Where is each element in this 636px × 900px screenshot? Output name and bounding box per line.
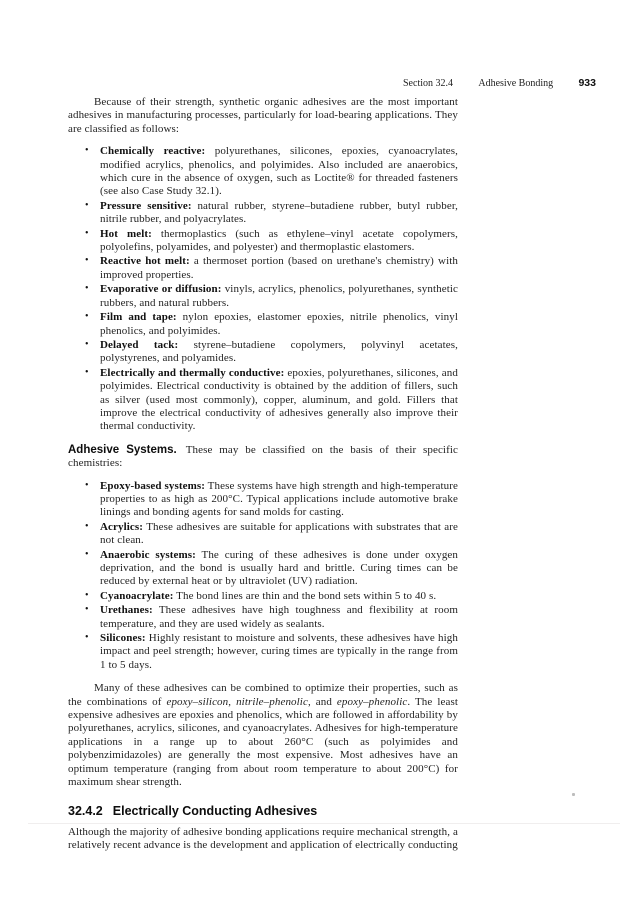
item-text: The curing of these adhesives is done under oxygen deprivation, and the bond is usually hard and brittle. Curing times can be reduced by external heat or by ultraviolet (UV) radiation.	[100, 548, 459, 588]
bullet-icon: •	[85, 311, 89, 323]
bullet-icon: •	[85, 632, 89, 644]
bullet-icon: •	[85, 227, 89, 239]
list-item-cyanoacrylate	[68, 590, 458, 603]
intro-paragraph: Because of their strength, synthetic organic adhesives are the most important adhesives in manufacturing processes, particularly for load-bearing applications. They are classified as follows:	[68, 96, 458, 135]
item-lead: Silicones:	[100, 632, 146, 645]
bullet-icon: •	[85, 479, 89, 491]
list-item-delayed-tack	[68, 339, 458, 366]
section-label: Section 32.4	[403, 78, 453, 89]
adhesive-systems-heading: Adhesive Systems.	[68, 443, 177, 456]
combo-italic-nitrile-phenolic: nitrile–phenolic	[236, 695, 308, 708]
list-item-epoxy-based	[68, 480, 458, 520]
item-text: thermoplastics (such as ethylene–vinyl acetate copolymers, polyolefins, polyamides, and polyester) and thermoplastic elastomers.	[100, 227, 458, 254]
item-lead: Evaporative or diffusion:	[100, 283, 222, 296]
list-item-anaerobic	[68, 549, 458, 589]
item-text: These adhesives are suitable for applications with substrates that are not clean.	[100, 520, 458, 547]
combo-italic-epoxy-silicon: epoxy–silicon	[166, 695, 229, 708]
adhesive-systems-line	[68, 444, 458, 471]
combo-text: ,	[228, 695, 237, 708]
subsection-title: Electrically Conducting Adhesives	[112, 803, 318, 818]
list-item-acrylics	[68, 521, 458, 548]
subsection-number: 32.4.2	[68, 803, 103, 818]
bullet-icon: •	[85, 589, 89, 601]
list-item-film-and-tape	[68, 311, 458, 338]
running-head	[403, 77, 596, 89]
bullet-icon: •	[85, 520, 89, 532]
bullet-icon: •	[85, 283, 89, 295]
item-lead: Chemically reactive:	[100, 145, 206, 158]
combo-text: , and	[307, 695, 337, 708]
item-text: styrene–butadiene copolymers, polyvinyl acetates, polystyrenes, and polyamides.	[100, 338, 458, 365]
bullet-icon: •	[85, 548, 89, 560]
item-lead: Epoxy-based systems:	[100, 479, 205, 492]
item-lead: Acrylics:	[100, 520, 144, 533]
item-lead: Delayed tack:	[100, 338, 179, 351]
list-item-urethanes	[68, 604, 458, 631]
chapter-title: Adhesive Bonding	[478, 78, 554, 89]
list-item-hot-melt	[68, 228, 458, 255]
bullet-icon: •	[85, 199, 89, 211]
item-lead: Reactive hot melt:	[100, 255, 190, 268]
bullet-icon: •	[85, 255, 89, 267]
text-column	[68, 96, 458, 853]
list-item-reactive-hot-melt	[68, 255, 458, 282]
item-lead: Urethanes:	[100, 604, 153, 617]
item-text: epoxies, polyurethanes, silicones, and polyimides. Electrical conductivity is obtained by the addition of fillers, such as silver (used most commonly), copper, aluminum, and gold. Fillers that improve the electrical conductivity of adhesives generally also improve their thermal conductivity.	[100, 366, 458, 433]
item-lead: Hot melt:	[100, 227, 152, 240]
closing-paragraph: Although the majority of adhesive bonding applications require mechanical strength, a relatively recent advance is the development and application of electrically conducting	[68, 825, 458, 852]
adhesive-classification-list	[68, 145, 458, 434]
page-number: 933	[578, 77, 596, 89]
bullet-icon: •	[85, 338, 89, 350]
item-lead: Anaerobic systems:	[100, 548, 196, 561]
combo-text: Many of these adhesives can be combined to optimize their properties, such as the combinations of	[68, 682, 458, 708]
list-item-evaporative	[68, 283, 458, 310]
item-lead: Film and tape:	[100, 311, 177, 324]
scan-speck	[572, 793, 575, 796]
list-item-silicones	[68, 632, 458, 672]
scan-fold-line	[28, 823, 620, 824]
item-text: These systems have high strength and high-temperature properties to as high as 200°C. Typical applications include automotive brake linings and bonding agents for sand molds for casting.	[100, 479, 459, 519]
bullet-icon: •	[85, 604, 89, 616]
item-text: polyurethanes, silicones, epoxies, cyanoacrylates, modified acrylics, phenolics, and polyimides. Also included are anaerobics, which cure in the absence of oxygen, such as Loctite® for threaded fasteners (see also Case Study 32.1).	[100, 145, 458, 198]
item-text: Highly resistant to moisture and solvents, these adhesives have high impact and peel strength; however, curing times are typically in the range from 1 to 5 days.	[100, 632, 458, 671]
item-lead: Electrically and thermally conductive:	[100, 366, 285, 379]
adhesive-systems-intro: These may be classified on the basis of their specific chemistries:	[68, 443, 458, 470]
item-text: a thermoset portion (based on urethane's chemistry) with improved properties.	[100, 255, 458, 281]
item-text: vinyls, acrylics, phenolics, polyurethanes, synthetic rubbers, and natural rubbers.	[100, 283, 459, 309]
item-lead: Cyanoacrylate:	[100, 589, 174, 602]
combination-paragraph	[68, 682, 458, 789]
combo-text: . The least expensive adhesives are epoxies and phenolics, which are followed in affordability by polyurethanes, acrylics, silicones, and cyanoacrylates. Adhesives for high-temperature applications in a range up to about 260°C (such as polyimides and polybenzimidazoles) are generally the most expensive. Most adhesives have an optimum temperature (ranging from about room temperature to about 200°C) for maximum shear strength.	[68, 695, 459, 789]
item-text: nylon epoxies, elastomer epoxies, nitrile phenolics, vinyl phenolics, and polyimides.	[100, 311, 458, 337]
list-item-electrically-conductive	[68, 367, 458, 434]
item-text: natural rubber, styrene–butadiene rubber, butyl rubber, nitrile rubber, and polyacrylates.	[100, 199, 458, 226]
subsection-heading	[68, 805, 458, 818]
item-lead: Pressure sensitive:	[100, 199, 192, 212]
combo-italic-epoxy-phenolic: epoxy–phenolic	[336, 695, 408, 708]
adhesive-systems-list	[68, 480, 458, 673]
item-text: The bond lines are thin and the bond sets within 5 to 40 s.	[173, 589, 437, 602]
list-item-pressure-sensitive	[68, 200, 458, 227]
bullet-icon: •	[85, 366, 89, 378]
item-text: These adhesives have high toughness and flexibility at room temperature, and they are used widely as sealants.	[100, 604, 458, 630]
list-item-chemically-reactive	[68, 145, 458, 199]
bullet-icon: •	[85, 145, 89, 157]
